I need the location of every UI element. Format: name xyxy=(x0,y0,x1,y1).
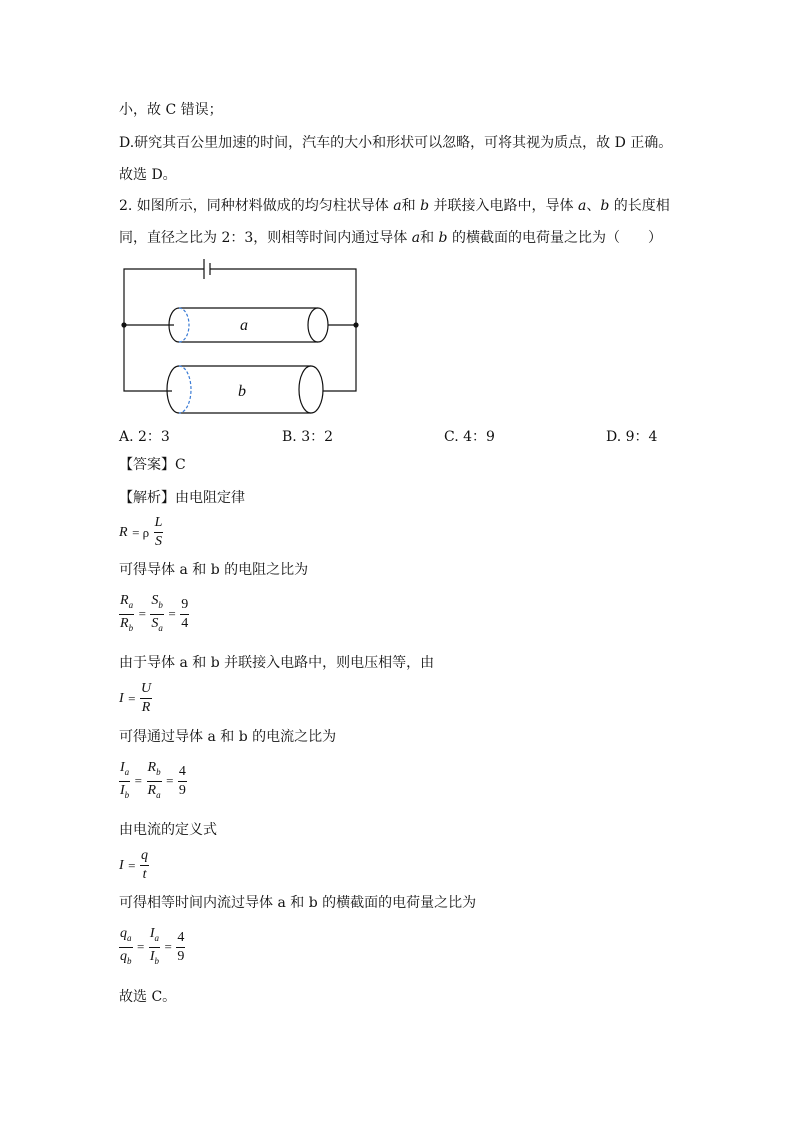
label-b: b xyxy=(238,383,246,400)
formula-symbol: R xyxy=(119,524,128,540)
formula-operator: = ρ xyxy=(132,524,150,540)
numerator: q xyxy=(140,847,149,866)
question-text: 和 xyxy=(401,198,421,214)
fraction xyxy=(178,763,187,800)
question-text: 并联接入电路中，导体 xyxy=(429,198,578,214)
denominator: $R_a$ xyxy=(147,782,161,800)
denominator: R xyxy=(141,700,151,715)
equals-sign: = xyxy=(137,939,145,955)
option-a: A. 2：3 xyxy=(119,429,170,445)
question-text: 的横截面的电荷量之比为（ ） xyxy=(447,230,662,246)
formula-ohms-law xyxy=(119,680,152,717)
intro-line-3: 故选 D。 xyxy=(119,167,177,183)
formula-current-ratio xyxy=(119,759,187,804)
fraction xyxy=(180,596,189,633)
formula-charge-ratio xyxy=(119,925,185,970)
numerator: $R_a$ xyxy=(119,592,134,615)
conductor-a xyxy=(169,308,328,342)
question-text: 和 xyxy=(420,230,439,246)
denominator: S xyxy=(155,534,163,549)
analysis-title: 【解析】由电阻定律 xyxy=(119,490,245,506)
question-text: 、 xyxy=(586,198,601,214)
analysis-conclusion: 故选 C。 xyxy=(119,989,177,1005)
conductor-b xyxy=(167,366,323,413)
denominator: 9 xyxy=(178,782,186,798)
analysis-text-3: 由于导体 a 和 b 并联接入电路中，则电压相等，由 xyxy=(119,655,435,671)
analysis-text-5: 由电流的定义式 xyxy=(119,822,217,838)
var-b: b xyxy=(600,198,610,214)
option-d: D. 9：4 xyxy=(606,429,658,445)
var-a: a xyxy=(411,230,421,246)
option-b: B. 3：2 xyxy=(282,429,334,445)
numerator: $R_b$ xyxy=(147,759,162,782)
denominator: $I_b$ xyxy=(120,782,130,800)
analysis-text-4: 可得通过导体 a 和 b 的电流之比为 xyxy=(119,729,337,745)
equals-sign: = xyxy=(168,606,176,622)
numerator: $q_a$ xyxy=(119,925,133,948)
numerator: $I_a$ xyxy=(149,925,160,948)
formula-resistance-ratio xyxy=(119,592,189,637)
question-text: 同，直径之比为 2：3，则相等时间内通过导体 xyxy=(119,230,412,246)
fraction xyxy=(149,925,160,970)
formula-current-definition xyxy=(119,847,149,884)
analysis-text-6: 可得相等时间内流过导体 a 和 b 的横截面的电荷量之比为 xyxy=(119,895,477,911)
numerator: 4 xyxy=(176,929,185,948)
equals-sign: = xyxy=(166,773,174,789)
wire-top-right xyxy=(210,269,356,391)
denominator: $S_a$ xyxy=(151,615,163,633)
denominator: $R_b$ xyxy=(120,615,134,633)
formula-resistance-law xyxy=(119,514,163,551)
var-a: a xyxy=(393,198,402,214)
equals-sign: = xyxy=(128,690,136,706)
var-b: b xyxy=(438,230,448,246)
formula-symbol: I xyxy=(119,690,124,706)
denominator: 4 xyxy=(181,615,189,631)
answer-line: 【答案】C xyxy=(119,457,186,473)
denominator: 9 xyxy=(177,948,185,964)
question-line-1 xyxy=(119,196,670,216)
fraction xyxy=(176,929,185,966)
question-text: 2. 如图所示，同种材料做成的均匀柱状导体 xyxy=(119,198,394,214)
equals-sign: = xyxy=(128,857,136,873)
numerator: U xyxy=(140,680,152,699)
numerator: 9 xyxy=(180,596,189,615)
intro-line-1: 小，故 C 错误； xyxy=(119,102,223,118)
circuit-diagram xyxy=(116,255,366,415)
fraction xyxy=(150,592,164,637)
fraction xyxy=(119,759,130,804)
junction-right xyxy=(353,322,358,327)
intro-line-2: D.研究其百公里加速的时间，汽车的大小和形状可以忽略，可将其视为质点，故 D 正确。 xyxy=(119,135,673,151)
denominator: $I_b$ xyxy=(149,948,160,966)
junction-left xyxy=(121,322,126,327)
denominator: t xyxy=(142,867,147,882)
var-b: b xyxy=(420,198,430,214)
fraction xyxy=(140,680,152,717)
equals-sign: = xyxy=(138,606,146,622)
equals-sign: = xyxy=(164,939,172,955)
var-a: a xyxy=(577,198,587,214)
numerator: L xyxy=(154,514,164,533)
label-a: a xyxy=(240,317,248,334)
wire-top-left xyxy=(124,269,204,391)
fraction xyxy=(119,925,133,970)
option-c: C. 4：9 xyxy=(444,429,495,445)
analysis-text-2: 可得导体 a 和 b 的电阻之比为 xyxy=(119,562,309,578)
fraction xyxy=(119,592,134,637)
question-line-2 xyxy=(119,228,662,248)
denominator: $q_b$ xyxy=(120,948,132,966)
numerator: $S_b$ xyxy=(150,592,164,615)
formula-symbol: I xyxy=(119,857,124,873)
equals-sign: = xyxy=(134,773,143,789)
question-text: 的长度相 xyxy=(609,198,670,214)
fraction xyxy=(140,847,149,884)
fraction xyxy=(154,514,164,551)
numerator: 4 xyxy=(178,763,187,782)
fraction xyxy=(147,759,162,804)
numerator: $I_a$ xyxy=(119,759,130,782)
